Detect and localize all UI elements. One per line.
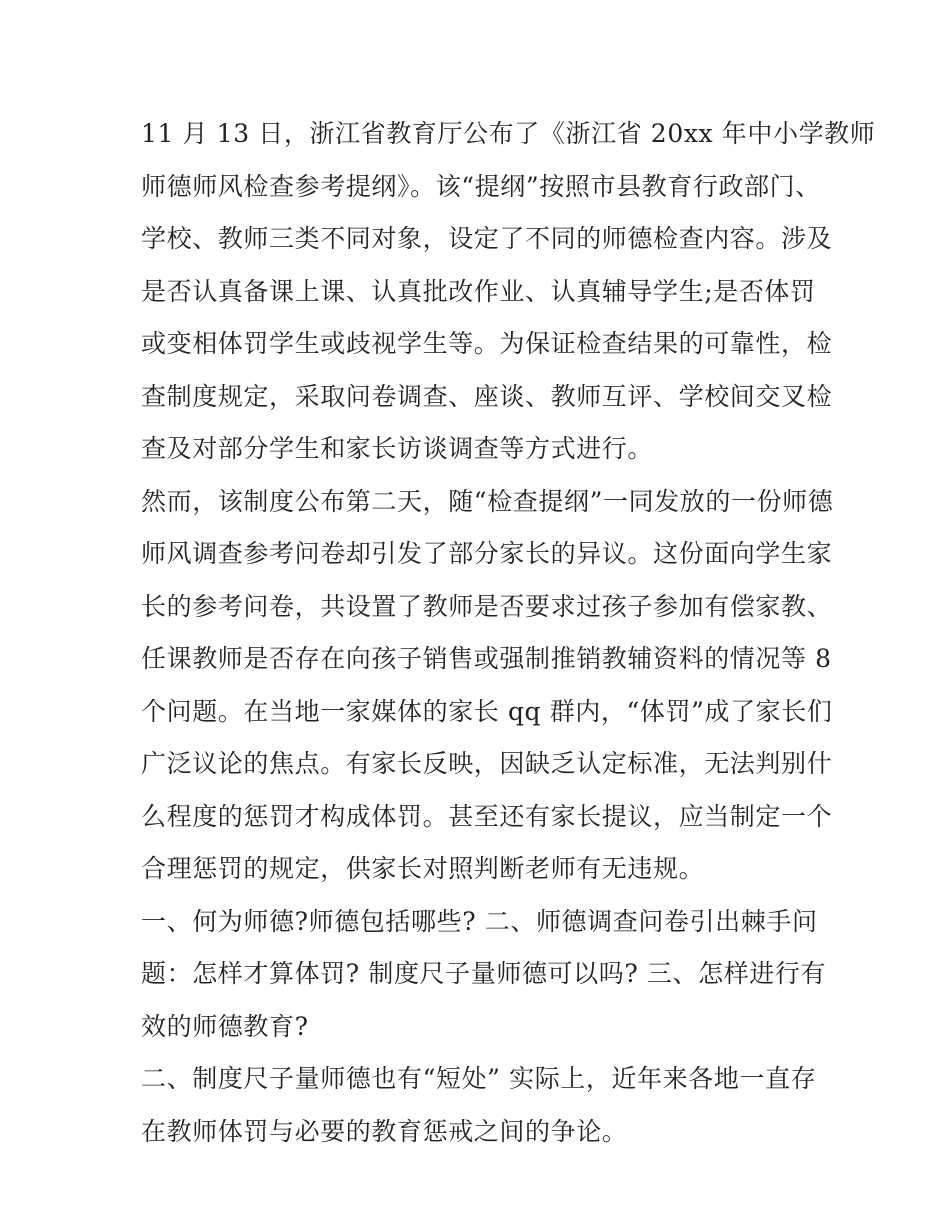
text-line: 师德师风检查参考提纲》。该“提纲”按照市县教育行政部门、 — [141, 171, 821, 201]
text-line: 查制度规定，采取问卷调查、座谈、教师互评、学校间交叉检 — [141, 381, 833, 411]
text-line: 广泛议论的焦点。有家长反映，因缺乏认定标准，无法判别什 — [141, 749, 833, 778]
text-line: 师风调查参考问卷却引发了部分家长的异议。这份面向学生家 — [141, 539, 833, 568]
text-line: 11 月 13 日，浙江省教育厅公布了《浙江省 20xx 年中小学教师 — [141, 119, 876, 148]
text-line: 学校、教师三类不同对象，设定了不同的师德检查内容。涉及 — [141, 224, 833, 253]
text-line: 效的师德教育? — [141, 1011, 309, 1041]
text-line: 是否认真备课上课、认真批改作业、认真辅导学生;是否体罚 — [141, 276, 816, 306]
article-body — [141, 108, 876, 1158]
text-line: 题：怎样才算体罚? 制度尺子量师德可以吗? 三、怎样进行有 — [141, 959, 827, 988]
text-line: 或变相体罚学生或歧视学生等。为保证检查结果的可靠性，检 — [141, 329, 833, 358]
text-line: 长的参考问卷，共设置了教师是否要求过孩子参加有偿家教、 — [141, 591, 833, 621]
text-line: 任课教师是否存在向孩子销售或强制推销教辅资料的情况等 8 — [141, 644, 832, 673]
text-line: 合理惩罚的规定，供家长对照判断老师有无违规。 — [141, 854, 705, 883]
text-line: 然而，该制度公布第二天，随“检查提纲”一同发放的一份师德 — [141, 486, 834, 516]
text-line: 么程度的惩罚才构成体罚。甚至还有家长提议，应当制定一个 — [141, 801, 833, 831]
text-line: 二、制度尺子量师德也有“短处” 实际上，近年来各地一直存 — [141, 1064, 817, 1093]
text-line: 一、何为师德?师德包括哪些? 二、师德调查问卷引出棘手问 — [141, 906, 818, 936]
text-line: 查及对部分学生和家长访谈调查等方式进行。 — [141, 434, 654, 463]
text-line: 在教师体罚与必要的教育惩戒之间的争论。 — [141, 1116, 628, 1146]
text-line: 个问题。在当地一家媒体的家长 qq 群内，“体罚”成了家长们 — [141, 696, 833, 726]
